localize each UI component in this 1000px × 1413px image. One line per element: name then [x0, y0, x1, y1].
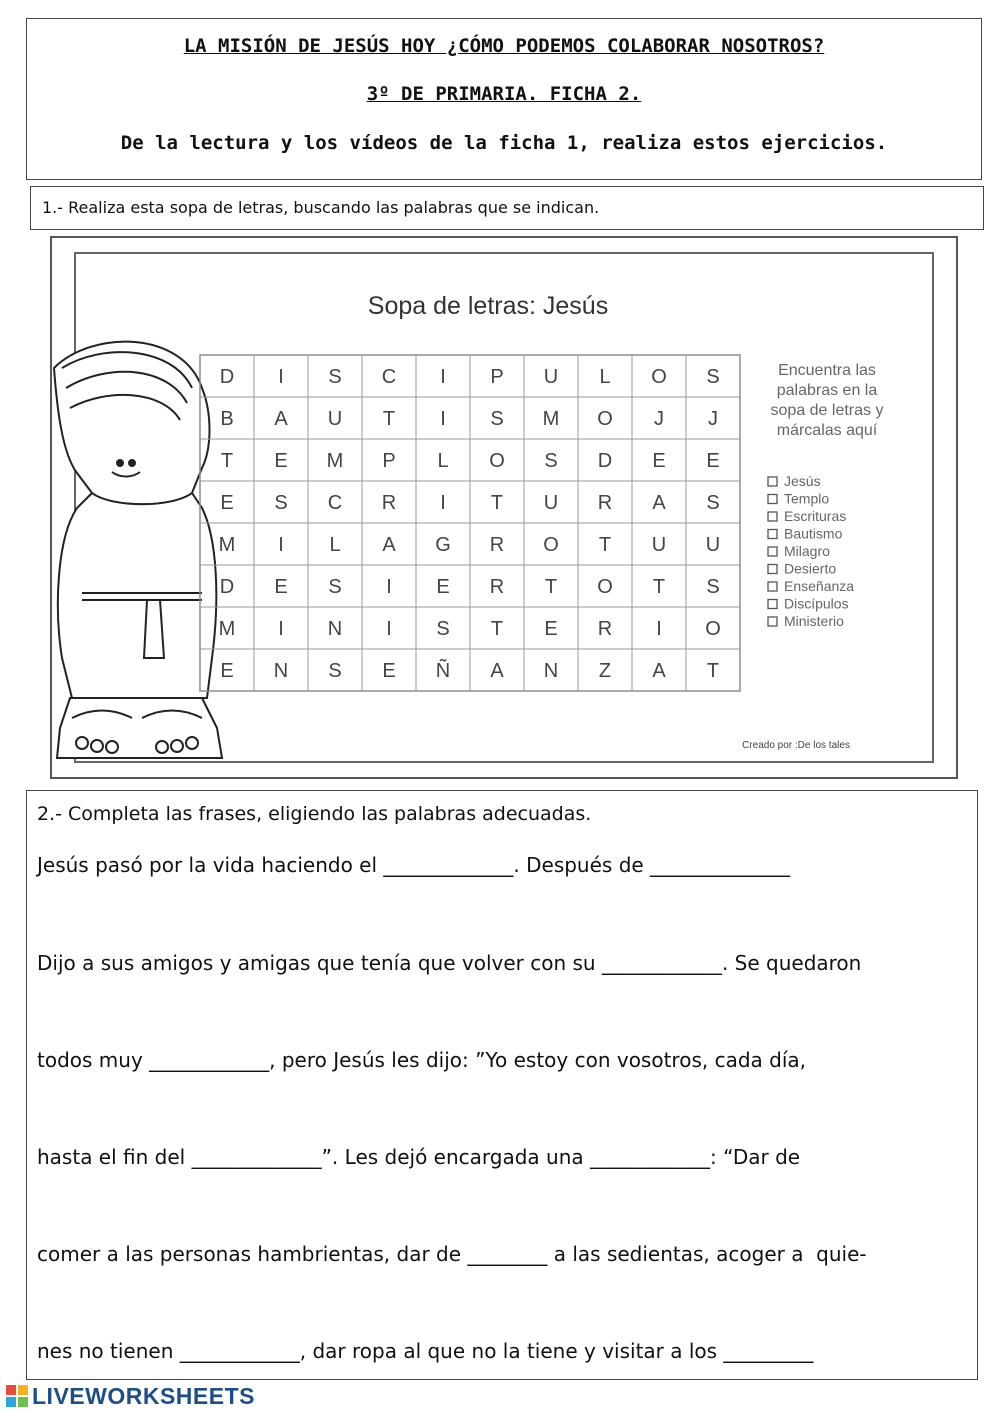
checkbox-icon[interactable] [768, 512, 777, 521]
grid-letter: D [597, 450, 613, 472]
grid-letter: E [382, 660, 396, 682]
grid-letter: N [327, 618, 343, 640]
grid-letter: T [220, 450, 234, 472]
grid-letter: U [651, 534, 667, 556]
grid-letter: S [328, 660, 342, 682]
grid-letter: U [327, 408, 343, 430]
fill-in-sentence-line: comer a las personas hambrientas, dar de ________ a las sedientas, acoger a quie- [37, 1242, 867, 1266]
fill-in-sentence-line: nes no tienen ____________, dar ropa al que no la tiene y visitar a los _________ [37, 1339, 814, 1363]
grid-letter: U [543, 492, 559, 514]
grid-letter: E [220, 660, 234, 682]
grid-letter: S [436, 618, 450, 640]
grid-letter: I [386, 576, 392, 598]
word-list [768, 473, 854, 629]
grid-letter: I [440, 492, 446, 514]
grid-letter: I [278, 534, 284, 556]
grid-letter: Z [598, 660, 612, 682]
checkbox-icon[interactable] [768, 495, 777, 504]
grid-letter: E [274, 576, 288, 598]
grid-letter: O [705, 618, 721, 640]
checkbox-icon[interactable] [768, 565, 777, 574]
grid-letter: S [706, 492, 720, 514]
hint-line: palabras en la [776, 382, 878, 399]
fill-in-sentence-line: Jesús pasó por la vida haciendo el _____________. Después de ______________ [37, 853, 791, 877]
grid-letter: N [543, 660, 559, 682]
grid-letter: I [440, 408, 446, 430]
worksheet-intro: De la lectura y los vídeos de la ficha 1, realiza estos ejercicios. [120, 132, 888, 154]
grid-letter: S [706, 366, 720, 388]
grid-letter: U [543, 366, 559, 388]
worksheet-title: LA MISIÓN DE JESÚS HOY ¿CÓMO PODEMOS COLABORAR NOSOTROS? [183, 35, 825, 57]
checkbox-icon[interactable] [768, 530, 777, 539]
grid-letter: I [278, 618, 284, 640]
grid-letter: E [274, 450, 288, 472]
grid-letter: M [218, 534, 236, 556]
exercise-2-box [26, 790, 978, 1380]
checkbox-icon[interactable] [768, 600, 777, 609]
grid-letter: R [489, 576, 505, 598]
grid-letter: D [219, 576, 235, 598]
checkbox-icon[interactable] [768, 477, 777, 486]
grid-letter: M [218, 618, 236, 640]
grid-letter: E [436, 576, 450, 598]
grid-letter: E [544, 618, 558, 640]
hint-line: sopa de letras y [770, 402, 884, 419]
grid-letter: M [542, 408, 560, 430]
word-list-item: Ministerio [784, 613, 844, 629]
liveworksheets-brand [6, 1383, 255, 1409]
grid-letter: R [489, 534, 505, 556]
grid-letter: S [328, 366, 342, 388]
grid-letter: A [382, 534, 396, 556]
grid-letter: T [652, 576, 666, 598]
jesus-illustration-icon [54, 342, 222, 758]
fill-in-sentence-line: todos muy ____________, pero Jesús les dijo: ”Yo estoy con vosotros, cada día, [37, 1048, 807, 1072]
grid-letter: O [543, 534, 559, 556]
grid-letter: I [386, 618, 392, 640]
word-list-item: Discípulos [784, 595, 849, 612]
grid-letter: I [278, 366, 284, 388]
grid-letter: S [274, 492, 288, 514]
hint-line: Encuentra las [778, 362, 876, 379]
grid-letter: L [599, 366, 611, 388]
grid-letter: T [598, 534, 612, 556]
grid-letter: B [220, 408, 234, 430]
grid-letter: A [274, 408, 288, 430]
grid-letter: J [708, 408, 718, 430]
word-search-hint [771, 362, 884, 439]
grid-letter: N [273, 660, 289, 682]
checkbox-icon[interactable] [768, 582, 777, 591]
grid-letter: E [652, 450, 666, 472]
liveworksheets-wordmark: LIVEWORKSHEETS [32, 1382, 255, 1409]
grid-letter: A [652, 492, 666, 514]
grid-letter: S [328, 576, 342, 598]
grid-letter: O [597, 408, 613, 430]
grid-letter: R [597, 492, 613, 514]
grid-letter: D [219, 366, 235, 388]
grid-letter: O [651, 366, 667, 388]
word-search-title: Sopa de letras: Jesús [367, 292, 609, 320]
grid-letter: T [544, 576, 558, 598]
word-list-item: Bautismo [784, 525, 843, 542]
grid-letter: E [220, 492, 234, 514]
word-list-item: Jesús [784, 473, 821, 489]
exercise-1-instruction: 1.- Realiza esta sopa de letras, buscando las palabras que se indican. [42, 198, 600, 217]
grid-letter: S [706, 576, 720, 598]
grid-letter: C [327, 492, 343, 514]
grid-letter: S [490, 408, 504, 430]
grid-letter: J [654, 408, 664, 430]
grid-letter: T [490, 492, 504, 514]
word-search-credit: Creado por :De los tales [742, 740, 850, 751]
word-list-item: Enseñanza [784, 578, 855, 594]
grid-letter: E [706, 450, 720, 472]
grid-letter: L [437, 450, 449, 472]
grid-letter: P [382, 450, 396, 472]
grid-letter: T [490, 618, 504, 640]
word-list-item: Desierto [784, 560, 837, 577]
word-list-item: Templo [784, 490, 830, 507]
exercise-1-box [30, 186, 984, 230]
liveworksheets-logo-icon [6, 1385, 28, 1407]
worksheet-grade: 3º DE PRIMARIA. FICHA 2. [366, 83, 642, 105]
grid-letter: S [544, 450, 558, 472]
word-list-item: Milagro [784, 543, 830, 559]
exercise-2-instruction: 2.- Completa las frases, eligiendo las palabras adecuadas. [37, 803, 592, 825]
word-search-image [50, 236, 958, 779]
grid-letter: I [440, 366, 446, 388]
fill-in-sentence-line: Dijo a sus amigos y amigas que tenía que volver con su ____________. Se quedaron [37, 951, 862, 975]
grid-letter: G [435, 534, 451, 556]
worksheet-header [26, 18, 982, 180]
grid-letter: R [381, 492, 397, 514]
word-search-grid [200, 355, 740, 691]
grid-letter: O [489, 450, 505, 472]
grid-letter: I [656, 618, 662, 640]
grid-letter: A [490, 660, 504, 682]
grid-letter: L [329, 534, 341, 556]
grid-letter: P [490, 366, 504, 388]
grid-letter: A [652, 660, 666, 682]
grid-letter: T [382, 408, 396, 430]
checkbox-icon[interactable] [768, 617, 777, 626]
grid-letter: Ñ [435, 660, 451, 682]
fill-in-sentence-line: hasta el fin del _____________”. Les dejó encargada una ____________: “Dar de [37, 1145, 801, 1169]
word-list-item: Escrituras [784, 508, 847, 524]
grid-letter: C [381, 366, 397, 388]
checkbox-icon[interactable] [768, 547, 777, 556]
grid-letter: T [706, 660, 720, 682]
word-search-canvas [52, 238, 960, 781]
grid-letter: R [597, 618, 613, 640]
grid-letter: M [326, 450, 344, 472]
hint-line: márcalas aquí [776, 422, 878, 439]
grid-letter: O [597, 576, 613, 598]
grid-letter: U [705, 534, 721, 556]
